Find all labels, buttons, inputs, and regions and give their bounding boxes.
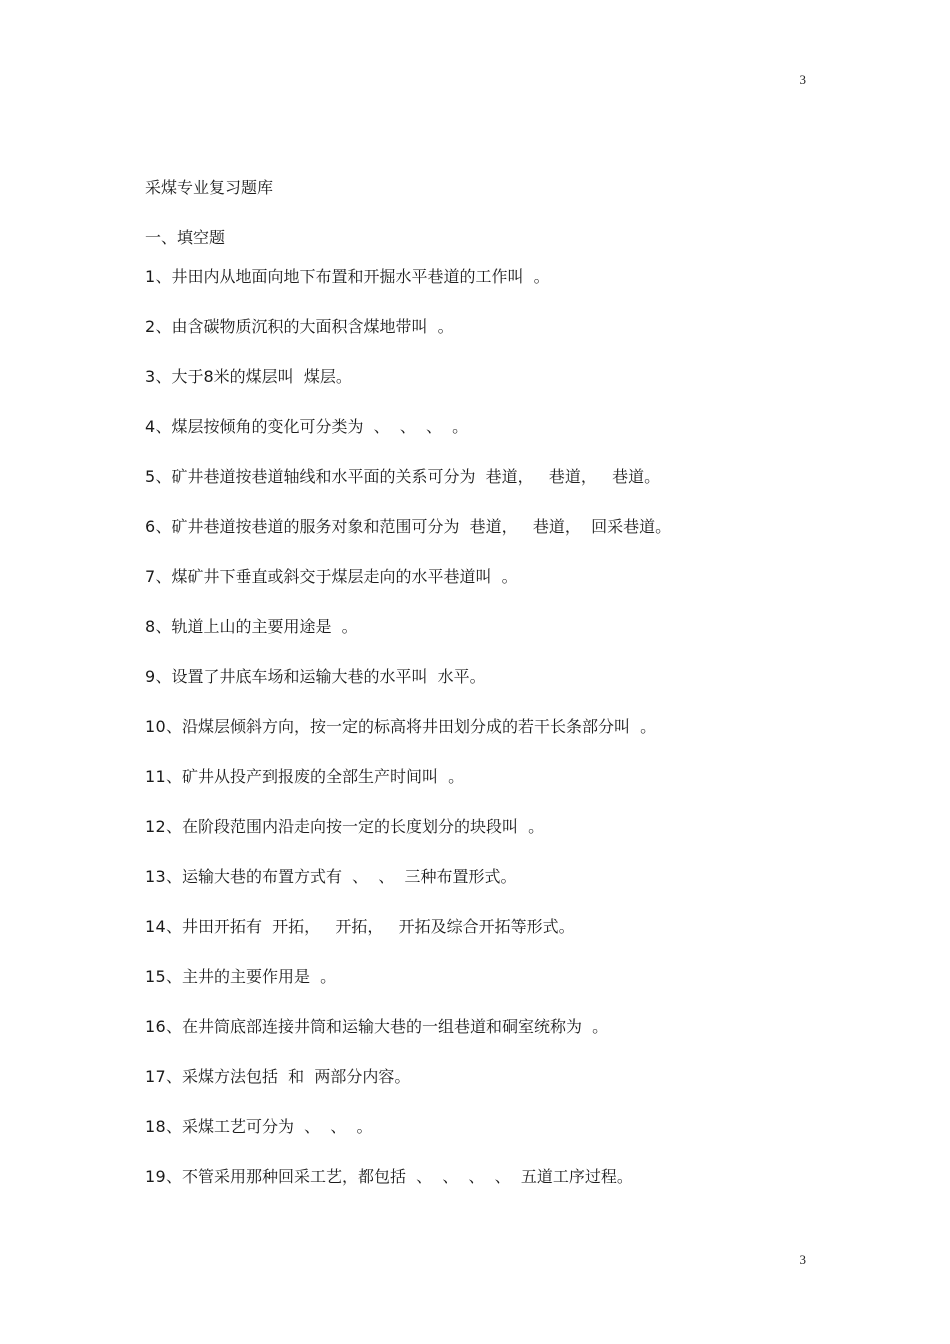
question-text: 、大于8米的煤层叫 煤层。 [155, 367, 352, 386]
question-text: 、运输大巷的布置方式有 、 、 三种布置形式。 [165, 867, 517, 886]
question-text: 、沿煤层倾斜方向，按一定的标高将井田划分成的若干长条部分叫 。 [165, 717, 657, 736]
question-text: 、采煤方法包括 和 两部分内容。 [165, 1067, 411, 1086]
question-number: 4 [145, 417, 156, 436]
question-text: 、设置了井底车场和运输大巷的水平叫 水平。 [155, 667, 486, 686]
question-item [145, 317, 825, 367]
question-number: 8 [145, 617, 156, 636]
question-text: 、矿井从投产到报废的全部生产时间叫 。 [165, 767, 465, 786]
question-number: 3 [145, 367, 156, 386]
question-text: 、不管采用那种回采工艺，都包括 、 、 、 、 五道工序过程。 [165, 1167, 633, 1186]
question-item [145, 467, 825, 517]
question-item [145, 717, 825, 767]
question-item [145, 667, 825, 717]
question-number: 16 [145, 1017, 166, 1036]
question-text: 、井田开拓有 开拓， 开拓， 开拓及综合开拓等形式。 [165, 917, 575, 936]
question-text: 、主井的主要作用是 。 [165, 967, 337, 986]
question-item [145, 1117, 825, 1167]
question-item [145, 917, 825, 967]
question-item [145, 517, 825, 567]
question-number: 15 [145, 967, 166, 986]
question-text: 、由含碳物质沉积的大面积含煤地带叫 。 [155, 317, 454, 336]
question-item [145, 767, 825, 817]
question-number: 1 [145, 267, 156, 286]
question-item [145, 567, 825, 617]
question-number: 5 [145, 467, 156, 486]
page-number-top: 3 [799, 72, 806, 87]
question-text: 、轨道上山的主要用途是 。 [155, 617, 358, 636]
question-list [145, 267, 825, 1217]
question-number: 12 [145, 817, 166, 836]
question-number: 7 [145, 567, 156, 586]
question-text: 、矿井巷道按巷道的服务对象和范围可分为 巷道， 巷道， 回采巷道。 [155, 517, 672, 536]
question-number: 14 [145, 917, 166, 936]
question-item [145, 817, 825, 867]
question-number: 9 [145, 667, 156, 686]
question-text: 、煤层按倾角的变化可分类为 、 、 、 。 [155, 417, 469, 436]
question-item [145, 367, 825, 417]
question-number: 6 [145, 517, 156, 536]
question-item [145, 1167, 825, 1217]
document-title: 采煤专业复习题库 [145, 178, 274, 197]
question-item [145, 967, 825, 1017]
question-text: 、在阶段范围内沿走向按一定的长度划分的块段叫 。 [165, 817, 545, 836]
page-number-bottom: 3 [799, 1252, 806, 1267]
question-number: 11 [145, 767, 166, 786]
question-number: 17 [145, 1067, 166, 1086]
question-number: 19 [145, 1167, 166, 1186]
question-number: 13 [145, 867, 166, 886]
question-item [145, 1017, 825, 1067]
section-heading-fill-in-blank: 一、填空题 [145, 228, 226, 247]
question-number: 10 [145, 717, 166, 736]
question-item [145, 617, 825, 667]
question-item [145, 267, 825, 317]
question-item [145, 1067, 825, 1117]
question-item [145, 417, 825, 467]
question-text: 、采煤工艺可分为 、 、 。 [165, 1117, 373, 1136]
question-text: 、矿井巷道按巷道轴线和水平面的关系可分为 巷道， 巷道， 巷道。 [155, 467, 661, 486]
question-text: 、在井筒底部连接井筒和运输大巷的一组巷道和硐室统称为 。 [165, 1017, 609, 1036]
document-body [145, 178, 825, 1217]
question-item [145, 867, 825, 917]
question-number: 18 [145, 1117, 166, 1136]
question-text: 、煤矿井下垂直或斜交于煤层走向的水平巷道叫 。 [155, 567, 518, 586]
question-text: 、井田内从地面向地下布置和开掘水平巷道的工作叫 。 [155, 267, 550, 286]
question-number: 2 [145, 317, 156, 336]
